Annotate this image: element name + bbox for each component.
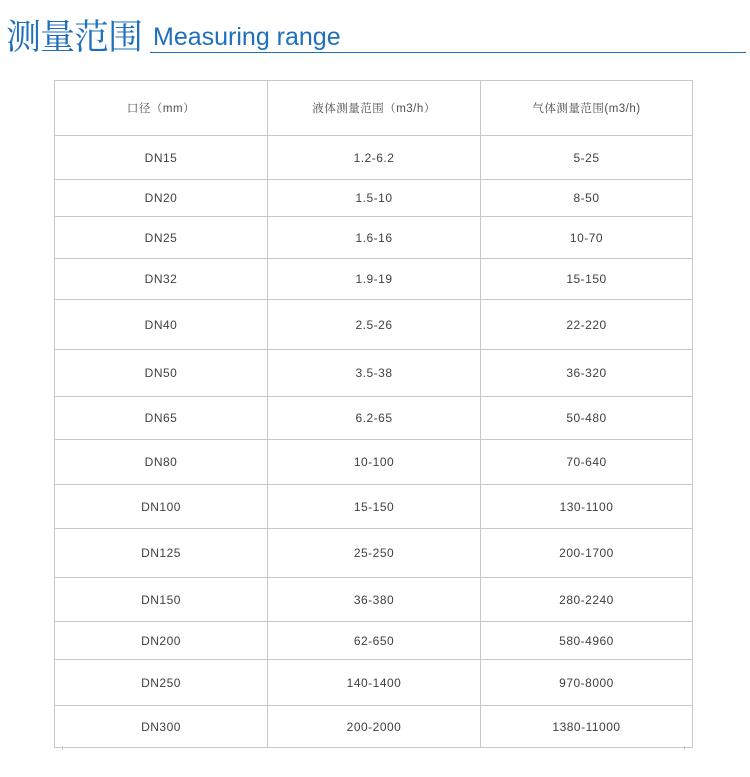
cell-liquid-range: 1.6-16 [268,217,481,259]
table-row [55,397,693,440]
table-row [55,259,693,300]
table-row [55,622,693,660]
cell-gas-range: 580-4960 [481,622,693,660]
column-header-gas-range: 气体测量范围(m3/h) [481,81,693,136]
cell-diameter: DN200 [55,622,268,660]
table-foot-mark [684,746,685,750]
cell-diameter: DN25 [55,217,268,259]
section-title-english: Measuring range [153,23,341,51]
cell-diameter: DN20 [55,180,268,217]
cell-gas-range: 8-50 [481,180,693,217]
table-row [55,180,693,217]
cell-diameter: DN15 [55,136,268,180]
table-row [55,440,693,485]
section-header [0,0,750,62]
cell-liquid-range: 36-380 [268,578,481,622]
table-row [55,706,693,748]
cell-gas-range: 15-150 [481,259,693,300]
cell-gas-range: 130-1100 [481,485,693,529]
cell-diameter: DN40 [55,300,268,350]
cell-diameter: DN50 [55,350,268,397]
table-row [55,136,693,180]
table-foot-mark [62,746,63,750]
table-row [55,578,693,622]
cell-liquid-range: 6.2-65 [268,397,481,440]
cell-liquid-range: 10-100 [268,440,481,485]
table-row [55,660,693,706]
cell-liquid-range: 62-650 [268,622,481,660]
cell-liquid-range: 140-1400 [268,660,481,706]
cell-diameter: DN65 [55,397,268,440]
cell-gas-range: 280-2240 [481,578,693,622]
cell-gas-range: 200-1700 [481,529,693,578]
cell-gas-range: 1380-11000 [481,706,693,748]
cell-gas-range: 5-25 [481,136,693,180]
cell-diameter: DN300 [55,706,268,748]
section-title-chinese: 测量范围 [6,18,143,58]
cell-liquid-range: 25-250 [268,529,481,578]
cell-gas-range: 10-70 [481,217,693,259]
table-row [55,300,693,350]
cell-liquid-range: 1.5-10 [268,180,481,217]
column-header-diameter: 口径（mm） [55,81,268,136]
table-row [55,485,693,529]
cell-diameter: DN80 [55,440,268,485]
table-row [55,350,693,397]
cell-gas-range: 22-220 [481,300,693,350]
table-header-row [55,81,693,136]
header-divider [150,52,746,53]
cell-diameter: DN250 [55,660,268,706]
cell-gas-range: 50-480 [481,397,693,440]
cell-gas-range: 70-640 [481,440,693,485]
cell-liquid-range: 3.5-38 [268,350,481,397]
cell-diameter: DN32 [55,259,268,300]
table-row [55,217,693,259]
cell-diameter: DN125 [55,529,268,578]
cell-liquid-range: 2.5-26 [268,300,481,350]
table-row [55,529,693,578]
cell-liquid-range: 1.9-19 [268,259,481,300]
cell-diameter: DN150 [55,578,268,622]
cell-liquid-range: 1.2-6.2 [268,136,481,180]
cell-gas-range: 970-8000 [481,660,693,706]
cell-liquid-range: 15-150 [268,485,481,529]
cell-liquid-range: 200-2000 [268,706,481,748]
measuring-range-table [54,80,693,748]
cell-gas-range: 36-320 [481,350,693,397]
cell-diameter: DN100 [55,485,268,529]
column-header-liquid-range: 液体测量范围（m3/h） [268,81,481,136]
